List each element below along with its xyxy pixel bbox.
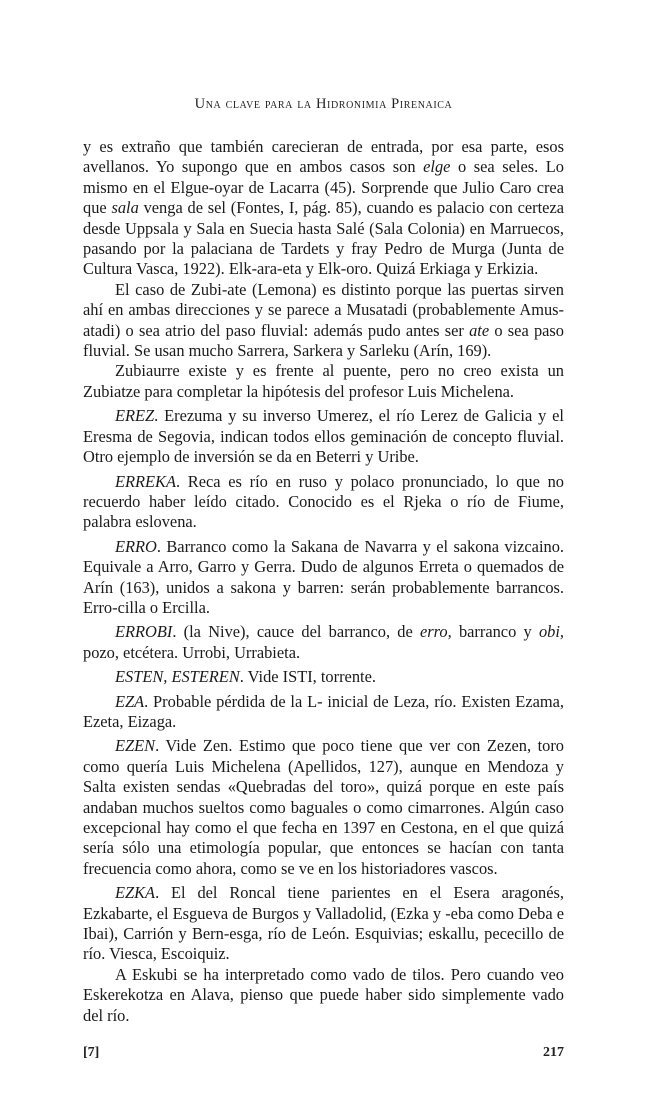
paragraph-p1: [83, 137, 564, 280]
text-run: o sea paso fluvial. Se usan mucho Sarrera, Sarkera y Sarleku (Arín, 169).: [83, 320, 564, 361]
text-run: barranco y: [451, 622, 539, 642]
italic-term: obi,: [538, 622, 564, 642]
running-header: [83, 95, 564, 113]
text-run: venga de sel (Fontes, I, pág. 85), cuando es palacio con certeza desde Uppsala y Sala en Suecia hasta Salé (Sala Colonia) en Marruecos, pasando por la palaciana de Tardets y fray Pedro de Murga (Junta de Cultura Vasca, 1922). Elk-ara-eta y Elk-oro. Quizá Erkiaga y Erkizia.: [83, 198, 564, 279]
italic-term: erro,: [420, 622, 452, 642]
text-run: y es extraño que también carecieran de entrada, por esa parte, esos avellanos. Yo supongo que en ambos casos son: [83, 137, 564, 177]
italic-term: sala: [111, 198, 139, 218]
italic-term: EREZ: [115, 406, 155, 426]
paragraph-p8: [83, 667, 564, 687]
text-run: . Vide Zen. Estimo que poco tiene que ver con Zezen, toro como quería Luis Michelena (Apellidos, 127), aunque en Mendoza y Salta existen sendas «Quebradas del toro», quizá porque en este país andaban muchos sueltos como baguales o como cimarrones. Algún caso excepcional hay como el que fecha en 1397 en Cestona, en el que quizá sería sólo una etimología popular, que entonces se hacían con tanta frecuencia como ahora, como se ve en los historiadores vascos.: [83, 736, 564, 878]
paragraph-p12: [83, 965, 564, 1026]
text-run: . Barranco como la Sakana de Navarra y el sakona vizcaino. Equivale a Arro, Garro y Gerra. Dudo de algunos Erreta o quemados de Arín (163), unidos a sakona y barren: serán probablemente barrancos. Erro-cilla o Ercilla.: [83, 536, 564, 617]
paragraph-p4: [83, 406, 564, 467]
text-run: . Reca es río en ruso y polaco pronunciado, lo que no recuerdo haber leído citado. Conocido es el Rjeka o río de Fiume, palabra eslovena.: [83, 471, 564, 532]
page: [83, 0, 564, 1102]
text-run: El caso de Zubi-ate (Lemona) es distinto porque las puertas sirven ahí en ambas direcciones y se parece a Musatadi (probablemente Amus-atadi) o sea atrio del paso fluvial: además pudo antes ser: [83, 279, 564, 340]
body-text: [83, 137, 564, 1026]
text-run: . Erezuma y su inverso Umerez, el río Lerez de Galicia y el Eresma de Segovia, indican todos ellos geminación de concepto fluvial. Otro ejemplo de inversión se da en Beterri y Uribe.: [83, 406, 564, 467]
text-run: Zubiaurre existe y es frente al puente, pero no creo exista un Zubiatze para completar la hipótesis del profesor Luis Michelena.: [83, 361, 564, 401]
section-marker: [7]: [83, 1045, 100, 1061]
paragraph-p9: [83, 692, 564, 733]
paragraph-p2: [83, 280, 564, 362]
text-run: pozo, etcétera. Urrobi, Urrabieta.: [83, 642, 301, 662]
text-run: . Probable pérdida de la L- inicial de Leza, río. Existen Ezama, Ezeta, Eizaga.: [83, 691, 564, 731]
paragraph-p6: [83, 537, 564, 619]
text-run: . (la Nive), cauce del barranco, de: [172, 622, 420, 642]
paragraph-p5: [83, 472, 564, 533]
italic-term: ERROBI: [115, 622, 173, 642]
italic-term: EZKA: [115, 883, 156, 903]
italic-term: ERRO: [115, 536, 157, 556]
italic-term: ate: [469, 320, 490, 340]
paragraph-p10: [83, 736, 564, 879]
text-run: o sea seles. Lo mismo en el Elgue-oyar de Lacarra (45). Sorprende que Julio Caro crea que: [83, 157, 564, 218]
italic-term: elge: [423, 157, 451, 177]
italic-term: ESTEN, ESTEREN: [115, 667, 240, 687]
text-run: . Vide ISTI, torrente.: [239, 667, 376, 687]
paragraph-p11: [83, 883, 564, 965]
paragraph-p7: [83, 622, 564, 663]
italic-term: EZA: [115, 691, 145, 711]
paragraph-p3: [83, 361, 564, 402]
text-run: . El del Roncal tiene parientes en el Esera aragonés, Ezkabarte, el Esgueva de Burgos y Valladolid, (Ezka y -eba como Deba e Ibai), Carrión y Bern-esga, río de León. Esquivias; eskallu, pececillo de río. Viesca, Escoiquiz.: [83, 883, 564, 964]
running-title: Una clave para la Hidronimia Pirenaica: [194, 96, 453, 112]
text-run: A Eskubi se ha interpretado como vado de tilos. Pero cuando veo Eskerekotza en Alava, pienso que puede haber sido simplemente vado del río.: [83, 964, 564, 1025]
page-number: 217: [543, 1045, 564, 1061]
italic-term: ERREKA: [115, 471, 176, 491]
italic-term: EZEN: [115, 736, 156, 756]
page-footer: [83, 1044, 564, 1062]
